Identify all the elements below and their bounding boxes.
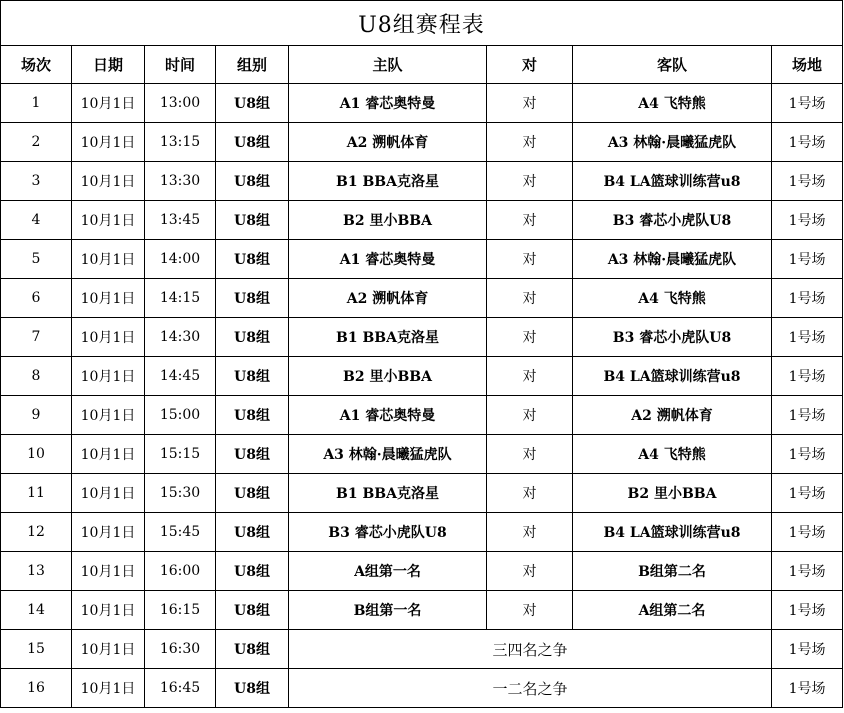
match-no-cell: 1 — [1, 84, 72, 123]
away-team-cell: B4 LA篮球训练营u8 — [573, 513, 772, 552]
time-cell: 13:00 — [145, 84, 216, 123]
home-team-cell: A1 睿芯奥特曼 — [289, 396, 487, 435]
venue-cell: 1号场 — [772, 201, 843, 240]
venue-cell: 1号场 — [772, 435, 843, 474]
home-team-cell: B1 BBA克洛星 — [289, 318, 487, 357]
venue-cell: 1号场 — [772, 240, 843, 279]
venue-cell: 1号场 — [772, 357, 843, 396]
time-cell: 16:30 — [145, 630, 216, 669]
group-cell: U8组 — [216, 513, 289, 552]
match-no-cell: 8 — [1, 357, 72, 396]
time-cell: 13:45 — [145, 201, 216, 240]
vs-cell: 对 — [487, 591, 573, 630]
venue-cell: 1号场 — [772, 318, 843, 357]
venue-cell: 1号场 — [772, 123, 843, 162]
group-cell: U8组 — [216, 279, 289, 318]
table-row — [1, 279, 843, 318]
away-team-cell: A2 溯帆体育 — [573, 396, 772, 435]
home-team-cell: B2 里小BBA — [289, 357, 487, 396]
vs-cell: 对 — [487, 201, 573, 240]
match-no-cell: 7 — [1, 318, 72, 357]
table-row — [1, 513, 843, 552]
header-row — [1, 46, 843, 84]
group-cell: U8组 — [216, 123, 289, 162]
vs-cell: 对 — [487, 396, 573, 435]
home-team-cell: A1 睿芯奥特曼 — [289, 240, 487, 279]
table-row — [1, 435, 843, 474]
header-date: 日期 — [72, 46, 145, 84]
match-no-cell: 14 — [1, 591, 72, 630]
table-row — [1, 630, 843, 669]
header-away-team: 客队 — [573, 46, 772, 84]
table-row — [1, 318, 843, 357]
venue-cell: 1号场 — [772, 630, 843, 669]
match-no-cell: 16 — [1, 669, 72, 708]
vs-cell: 对 — [487, 552, 573, 591]
table-row — [1, 84, 843, 123]
date-cell: 10月1日 — [72, 357, 145, 396]
time-cell: 15:15 — [145, 435, 216, 474]
venue-cell: 1号场 — [772, 591, 843, 630]
match-no-cell: 4 — [1, 201, 72, 240]
page-title: U8组赛程表 — [1, 1, 843, 46]
home-team-cell: B组第一名 — [289, 591, 487, 630]
table-body — [1, 84, 843, 708]
home-team-cell: B2 里小BBA — [289, 201, 487, 240]
vs-cell: 对 — [487, 240, 573, 279]
group-cell: U8组 — [216, 630, 289, 669]
time-cell: 13:30 — [145, 162, 216, 201]
group-cell: U8组 — [216, 318, 289, 357]
time-cell: 14:45 — [145, 357, 216, 396]
header-vs: 对 — [487, 46, 573, 84]
vs-cell: 对 — [487, 318, 573, 357]
match-no-cell: 12 — [1, 513, 72, 552]
group-cell: U8组 — [216, 162, 289, 201]
header-home-team: 主队 — [289, 46, 487, 84]
home-team-cell: B1 BBA克洛星 — [289, 474, 487, 513]
venue-cell: 1号场 — [772, 552, 843, 591]
away-team-cell: A4 飞特熊 — [573, 435, 772, 474]
away-team-cell: B2 里小BBA — [573, 474, 772, 513]
date-cell: 10月1日 — [72, 435, 145, 474]
away-team-cell: B4 LA篮球训练营u8 — [573, 162, 772, 201]
date-cell: 10月1日 — [72, 630, 145, 669]
vs-cell: 对 — [487, 435, 573, 474]
venue-cell: 1号场 — [772, 513, 843, 552]
time-cell: 15:00 — [145, 396, 216, 435]
group-cell: U8组 — [216, 552, 289, 591]
group-cell: U8组 — [216, 396, 289, 435]
group-cell: U8组 — [216, 474, 289, 513]
date-cell: 10月1日 — [72, 123, 145, 162]
date-cell: 10月1日 — [72, 669, 145, 708]
header-venue: 场地 — [772, 46, 843, 84]
time-cell: 14:30 — [145, 318, 216, 357]
date-cell: 10月1日 — [72, 552, 145, 591]
match-no-cell: 15 — [1, 630, 72, 669]
table-row — [1, 162, 843, 201]
home-team-cell: B3 睿芯小虎队U8 — [289, 513, 487, 552]
away-team-cell: B3 睿芯小虎队U8 — [573, 318, 772, 357]
vs-cell: 对 — [487, 513, 573, 552]
venue-cell: 1号场 — [772, 669, 843, 708]
vs-cell: 对 — [487, 357, 573, 396]
match-no-cell: 5 — [1, 240, 72, 279]
table-row — [1, 669, 843, 708]
table-row — [1, 552, 843, 591]
home-team-cell: A2 溯帆体育 — [289, 123, 487, 162]
vs-cell: 对 — [487, 162, 573, 201]
time-cell: 15:45 — [145, 513, 216, 552]
home-team-cell: A1 睿芯奥特曼 — [289, 84, 487, 123]
vs-cell: 对 — [487, 474, 573, 513]
venue-cell: 1号场 — [772, 279, 843, 318]
home-team-cell: A2 溯帆体育 — [289, 279, 487, 318]
away-team-cell: B组第二名 — [573, 552, 772, 591]
home-team-cell: A组第一名 — [289, 552, 487, 591]
away-team-cell: A3 林翰·晨曦猛虎队 — [573, 240, 772, 279]
header-time: 时间 — [145, 46, 216, 84]
vs-cell: 对 — [487, 279, 573, 318]
group-cell: U8组 — [216, 240, 289, 279]
vs-cell: 对 — [487, 84, 573, 123]
header-match-no: 场次 — [1, 46, 72, 84]
date-cell: 10月1日 — [72, 240, 145, 279]
header-group: 组别 — [216, 46, 289, 84]
date-cell: 10月1日 — [72, 279, 145, 318]
match-no-cell: 13 — [1, 552, 72, 591]
table-row — [1, 591, 843, 630]
date-cell: 10月1日 — [72, 318, 145, 357]
away-team-cell: A4 飞特熊 — [573, 84, 772, 123]
venue-cell: 1号场 — [772, 474, 843, 513]
time-cell: 16:45 — [145, 669, 216, 708]
away-team-cell: B3 睿芯小虎队U8 — [573, 201, 772, 240]
title-row — [1, 1, 843, 46]
match-no-cell: 10 — [1, 435, 72, 474]
group-cell: U8组 — [216, 84, 289, 123]
table-row — [1, 357, 843, 396]
home-team-cell: A3 林翰·晨曦猛虎队 — [289, 435, 487, 474]
time-cell: 14:15 — [145, 279, 216, 318]
group-cell: U8组 — [216, 669, 289, 708]
match-no-cell: 3 — [1, 162, 72, 201]
date-cell: 10月1日 — [72, 84, 145, 123]
vs-cell: 对 — [487, 123, 573, 162]
match-no-cell: 6 — [1, 279, 72, 318]
time-cell: 14:00 — [145, 240, 216, 279]
venue-cell: 1号场 — [772, 84, 843, 123]
venue-cell: 1号场 — [772, 396, 843, 435]
away-team-cell: B4 LA篮球训练营u8 — [573, 357, 772, 396]
date-cell: 10月1日 — [72, 513, 145, 552]
match-no-cell: 11 — [1, 474, 72, 513]
table-row — [1, 474, 843, 513]
table-row — [1, 240, 843, 279]
home-team-cell: B1 BBA克洛星 — [289, 162, 487, 201]
away-team-cell: A3 林翰·晨曦猛虎队 — [573, 123, 772, 162]
date-cell: 10月1日 — [72, 396, 145, 435]
group-cell: U8组 — [216, 435, 289, 474]
away-team-cell: A组第二名 — [573, 591, 772, 630]
group-cell: U8组 — [216, 357, 289, 396]
match-description-cell: 三四名之争 — [289, 630, 772, 669]
match-no-cell: 9 — [1, 396, 72, 435]
time-cell: 15:30 — [145, 474, 216, 513]
away-team-cell: A4 飞特熊 — [573, 279, 772, 318]
venue-cell: 1号场 — [772, 162, 843, 201]
group-cell: U8组 — [216, 201, 289, 240]
time-cell: 13:15 — [145, 123, 216, 162]
date-cell: 10月1日 — [72, 474, 145, 513]
time-cell: 16:15 — [145, 591, 216, 630]
time-cell: 16:00 — [145, 552, 216, 591]
match-no-cell: 2 — [1, 123, 72, 162]
table-row — [1, 123, 843, 162]
date-cell: 10月1日 — [72, 162, 145, 201]
table-row — [1, 396, 843, 435]
table-row — [1, 201, 843, 240]
match-description-cell: 一二名之争 — [289, 669, 772, 708]
group-cell: U8组 — [216, 591, 289, 630]
date-cell: 10月1日 — [72, 591, 145, 630]
date-cell: 10月1日 — [72, 201, 145, 240]
